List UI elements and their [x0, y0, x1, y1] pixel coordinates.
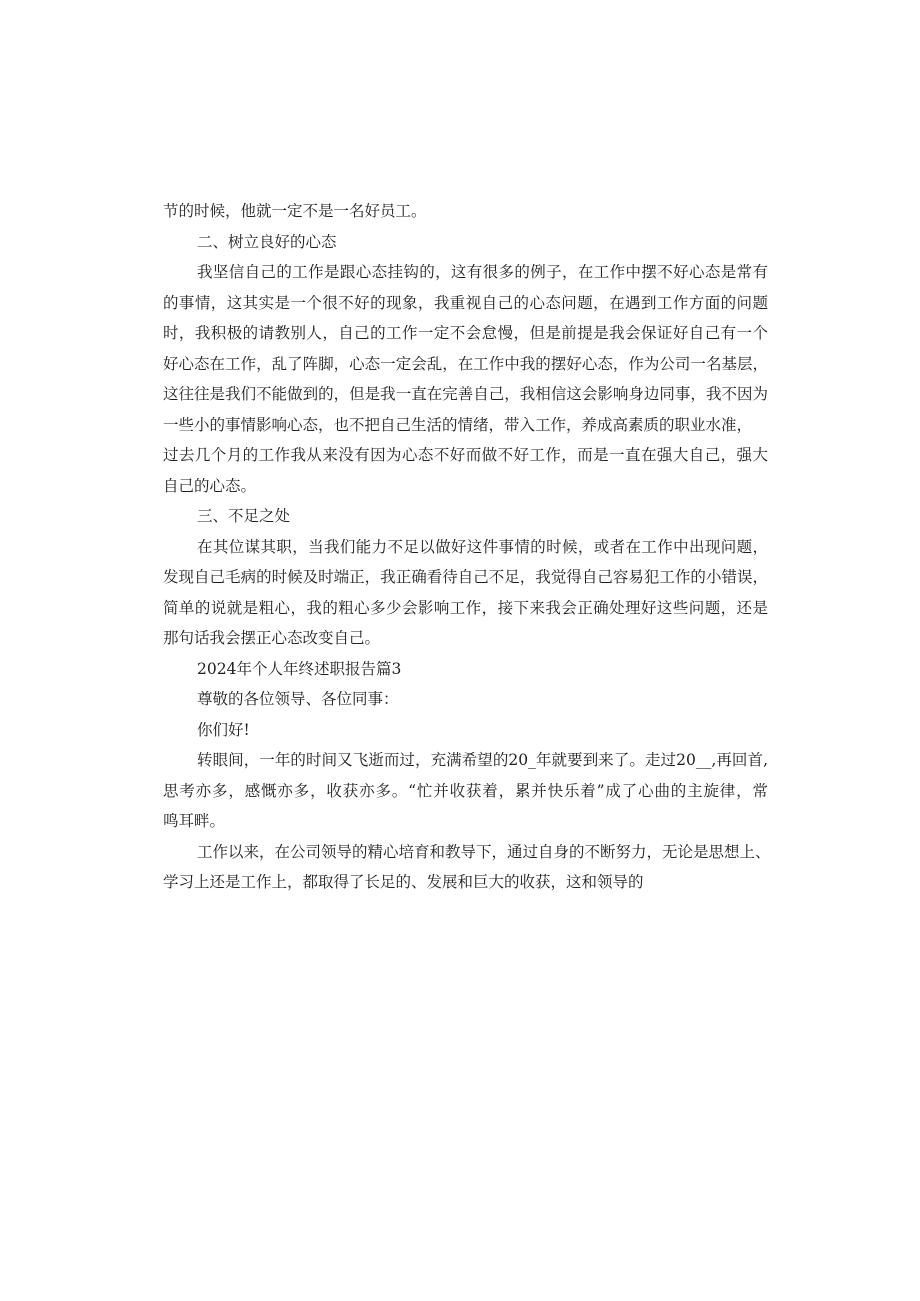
text-line: 的事情，这其实是一个很不好的现象，我重视自己的心态问题，在遇到工作方面的问题 [163, 293, 768, 312]
text-line: 发现自己毛病的时候及时端正，我正确看待自己不足，我觉得自己容易犯工作的小错误， [163, 568, 768, 586]
text-line: 一些小的事情影响心态，也不把自己生活的情绪，带入工作，养成高素质的职业水准， [163, 415, 753, 434]
text-line: 自己的心态。 [163, 476, 257, 495]
text-line: 我坚信自己的工作是跟心态挂钩的，这有很多的例子，在工作中摆不好心态是常有 [197, 263, 768, 281]
report-title: 2024年个人年终述职报告篇3 [197, 659, 402, 678]
text-line: 好心态在工作，乱了阵脚，心态一定会乱，在工作中我的摆好心态，作为公司一名基层， [163, 354, 768, 373]
text-line: 节的时候，他就一定不是一名好员工。 [163, 202, 427, 220]
document-body [163, 196, 771, 898]
text-line: 那句话我会摆正心态改变自己。 [163, 629, 381, 647]
text-line: 鸣耳畔。 [163, 812, 226, 830]
text-line: 学习上还是工作上，都取得了长足的、发展和巨大的收获，这和领导的 [163, 873, 644, 891]
salutation: 尊敬的各位领导、各位同事： [197, 690, 399, 708]
text-line: 时，我积极的请教别人，自己的工作一定不会怠慢，但是前提是我会保证好自己有一个 [163, 324, 768, 342]
text-line: 简单的说就是粗心，我的粗心多少会影响工作，接下来我会正确处理好这些问题，还是 [163, 598, 768, 617]
section-heading: 二、树立良好的心态 [197, 232, 337, 251]
text-line: 思考亦多，感慨亦多，收获亦多。“忙并收获着，累并快乐着”成了心曲的主旋律，常 [163, 781, 768, 800]
text-line: 这往往是我们不能做到的，但是我一直在完善自己，我相信这会影响身边同事，我不因为 [163, 385, 768, 403]
text-line: 在其位谋其职，当我们能力不足以做好这件事情的时候，或者在工作中出现问题， [197, 537, 768, 556]
text-line: 过去几个月的工作我从来没有因为心态不好而做不好工作，而是一直在强大自己，强大 [163, 446, 768, 464]
text-line: 转眼间，一年的时间又飞逝而过，充满希望的20_年就要到来了。走过20__,再回首, [197, 751, 768, 769]
text-line: 工作以来，在公司领导的精心培育和教导下，通过自身的不断努力，无论是思想上、 [197, 842, 771, 861]
section-heading: 三、不足之处 [197, 507, 291, 525]
greeting: 你们好! [197, 720, 250, 739]
